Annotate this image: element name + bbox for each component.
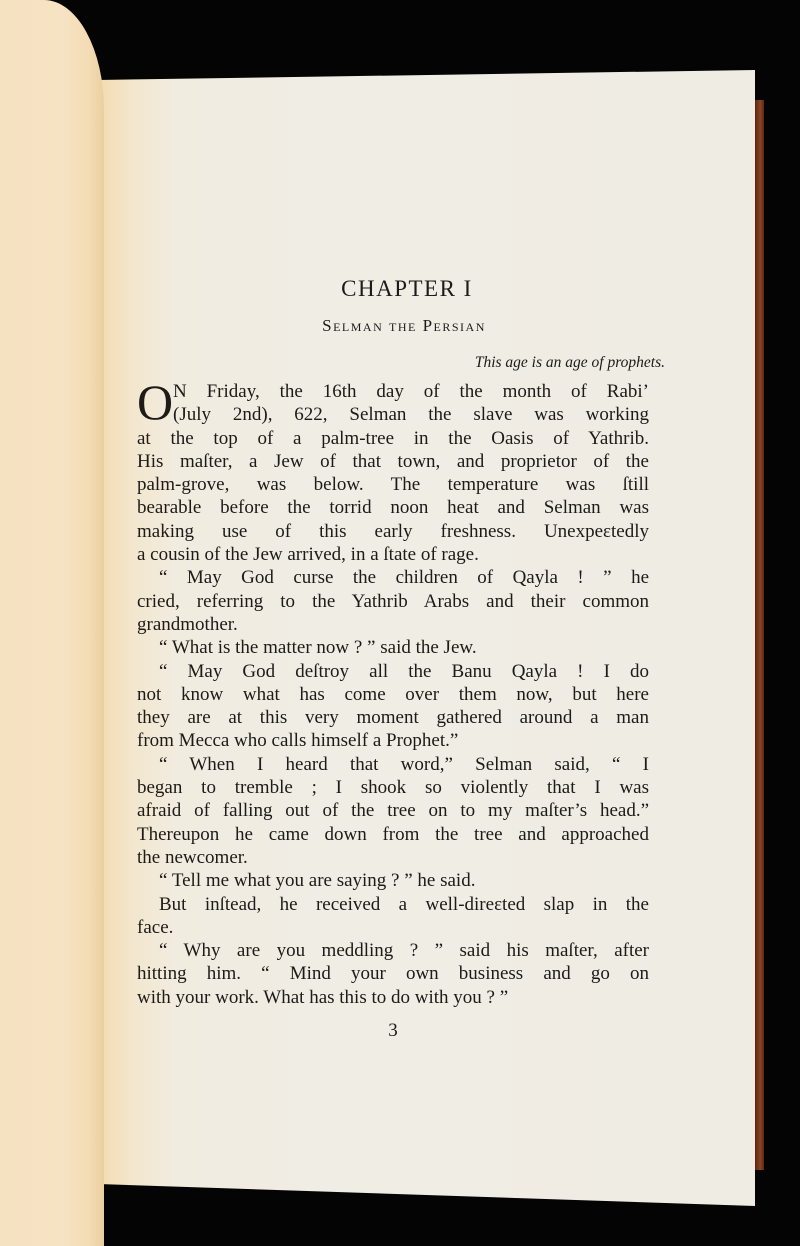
text-line: they are at this very moment gathered around a man (137, 707, 649, 729)
text-line: “ May God curse the children of Qayla ! ” he (159, 567, 649, 589)
text-line: at the top of a palm-tree in the Oasis of Yathrib. (137, 427, 649, 449)
curled-left-page (0, 0, 104, 1246)
text-line: But inſtead, he received a well-direɛted slap in the (159, 893, 649, 915)
text-line: “ May God deſtroy all the Banu Qayla ! I do (159, 660, 649, 682)
text-line: Thereupon he came down from the tree and approached (137, 823, 649, 845)
text-line: not know what has come over them now, but here (137, 683, 649, 705)
text-line: bearable before the torrid noon heat and Selman was (137, 497, 649, 519)
chapter-heading: CHAPTER I (341, 276, 473, 301)
text-line: the newcomer. (137, 846, 248, 868)
text-line: began to tremble ; I shook so violently that I was (137, 777, 649, 799)
text-line: “ When I heard that word,” Selman said, “ I (159, 753, 649, 775)
text-line: (July 2nd), 622, Selman the slave was working (173, 404, 649, 426)
text-line: His maſter, a Jew of that town, and proprietor of the (137, 450, 649, 472)
drop-cap: O (137, 374, 174, 430)
text-line: grandmother. (137, 613, 238, 635)
text-line: afraid of falling out of the tree on to my maſter’s head.” (137, 800, 649, 822)
text-line: from Mecca who calls himself a Prophet.” (137, 730, 459, 752)
text-line: “ Why are you meddling ? ” said his maſter, after (159, 940, 649, 962)
text-line: cried, referring to the Yathrib Arabs and their common (137, 590, 649, 612)
chapter-subtitle: Selman the Persian (322, 316, 486, 335)
opening-paragraph (137, 374, 649, 430)
text-line: making use of this early freshness. Unexpeɛtedly (137, 520, 649, 542)
text-line: face. (137, 916, 174, 938)
text-line: hitting him. “ Mind your own business and go on (137, 963, 649, 985)
text-line: “ Tell me what you are saying ? ” he said. (159, 870, 476, 892)
text-line: palm-grove, was below. The temperature was ſtill (137, 474, 649, 496)
body-text (137, 374, 649, 1009)
text-line: “ What is the matter now ? ” said the Jew. (159, 637, 477, 659)
page-number: 3 (388, 1020, 398, 1041)
text-line: with your work. What has this to do with you ? ” (137, 986, 509, 1008)
text-line: N Friday, the 16th day of the month of Rabi’ (173, 381, 649, 402)
text-line: a cousin of the Jew arrived, in a ſtate of rage. (137, 544, 479, 566)
epigraph: This age is an age of prophets. (474, 354, 665, 371)
